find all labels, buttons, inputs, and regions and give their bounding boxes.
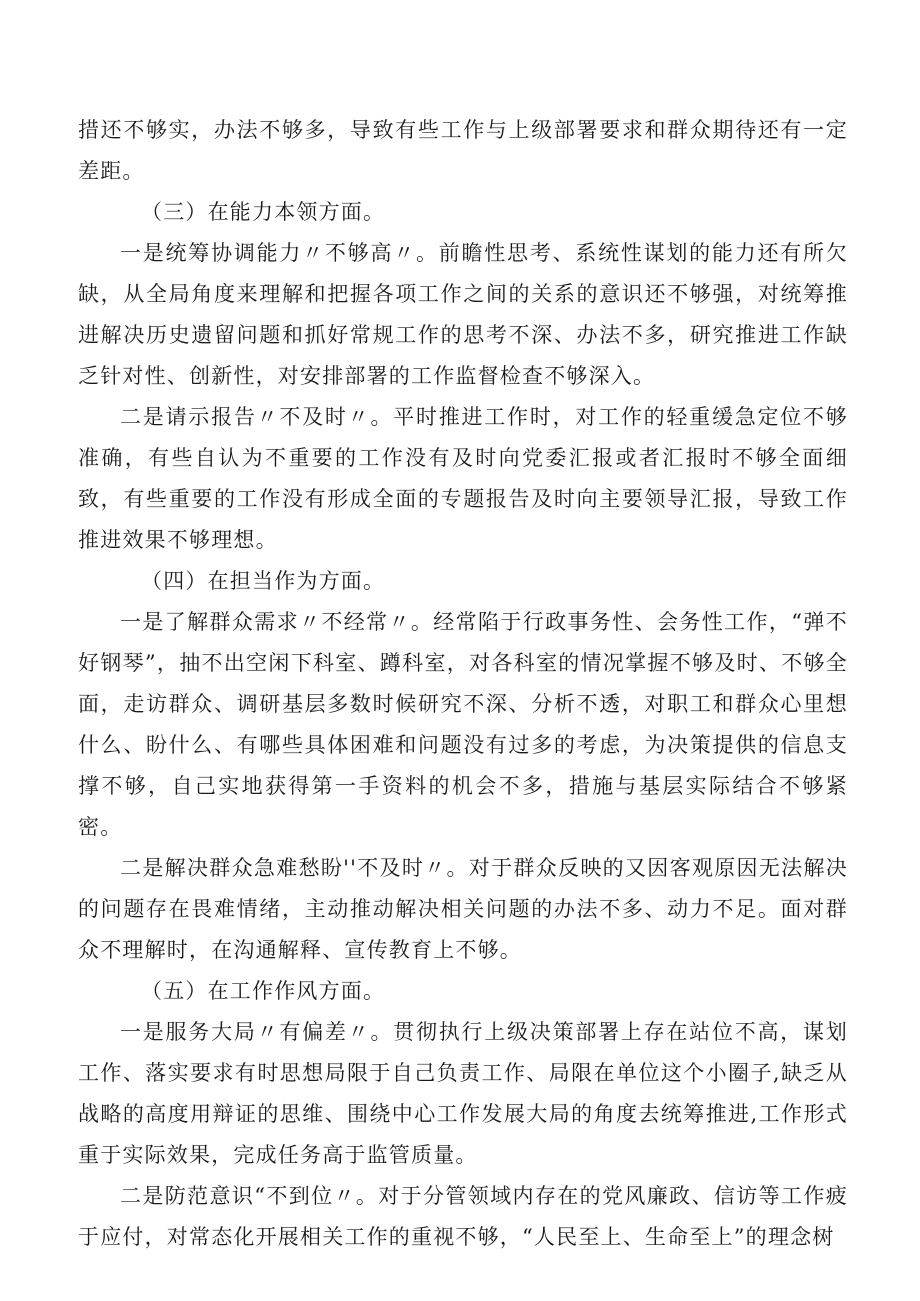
paragraph-public-problems: 二是解决群众急难愁盼''不及时〃。对于群众反映的又因客观原因无法解决的问题存在畏难情绪，主动推动解决相关问题的办法不多、动力不足。面对群众不理解时，在沟通解释、宣传教育上不够。: [78, 856, 848, 962]
paragraph-serving-overall: 一是服务大局〃有偏差〃。贯彻执行上级决策部署上存在站位不高，谋划工作、落实要求有时思想局限于自己负责工作、局限在单位这个小圈子,缺乏从战略的高度用辩证的思维、围绕中心工作发展大局的角度去统筹推进,工作形式重于实际效果，完成任务高于监管质量。: [78, 1020, 848, 1167]
paragraph-prevention: 二是防范意识“不到位〃。对于分管领域内存在的党风廉政、信访等工作疲于应付，对常态化开展相关工作的重视不够，“人民至上、生命至上”的理念树: [78, 1184, 848, 1249]
document-body: [78, 110, 848, 1258]
paragraph-public-needs: 一是了解群众需求〃不经常〃。经常陷于行政事务性、会务性工作，“弹不好钢琴”，抽不出空闲下科室、蹲科室，对各科室的情况掌握不够及时、不够全面，走访群众、调研基层多数时候研究不深、分析不透，对职工和群众心里想什么、盼什么、有哪些具体困难和问题没有过多的考虑，为决策提供的信息支撑不够，自己实地获得第一手资料的机会不多，措施与基层实际结合不够紧密。: [78, 610, 848, 839]
section-heading-3: （三）在能力本领方面。: [141, 200, 386, 224]
paragraph-coordination: 一是统筹协调能力〃不够高〃。前瞻性思考、系统性谋划的能力还有所欠缺，从全局角度来理解和把握各项工作之间的关系的意识还不够强，对统筹推进解决历史遗留问题和抓好常规工作的思考不深、办法不多，研究推进工作缺乏针对性、创新性，对安排部署的工作监督检查不够深入。: [78, 241, 848, 388]
section-heading-5: （五）在工作作风方面。: [141, 979, 386, 1003]
section-heading-4: （四）在担当作为方面。: [141, 569, 386, 593]
paragraph-continuation: 措还不够实，办法不够多，导致有些工作与上级部署要求和群众期待还有一定差距。: [78, 118, 848, 183]
paragraph-reporting: 二是请示报告〃不及时〃。平时推进工作时，对工作的轻重缓急定位不够准确，有些自认为不重要的工作没有及时向党委汇报或者汇报时不够全面细致，有些重要的工作没有形成全面的专题报告及时向主要领导汇报，导致工作推进效果不够理想。: [78, 405, 848, 552]
